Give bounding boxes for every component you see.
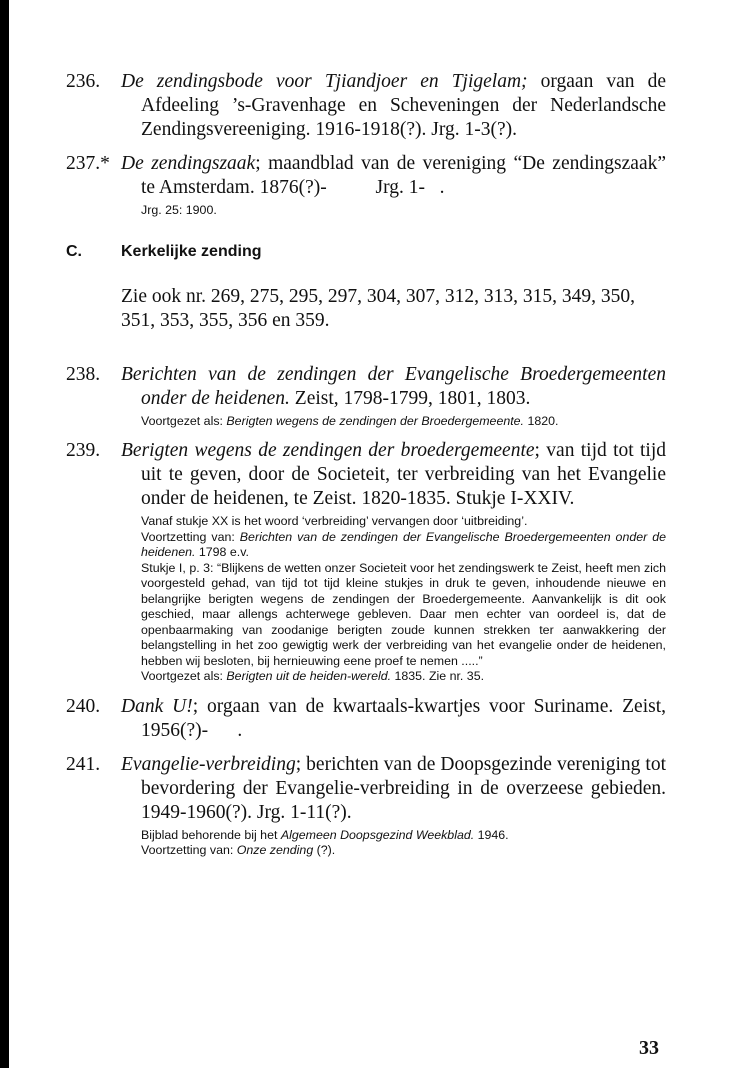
entry-note <box>121 669 666 685</box>
entry-239 <box>66 439 666 685</box>
entry-240 <box>66 695 671 743</box>
entry-title: Evangelie-verbreiding <box>121 753 296 775</box>
entry-237 <box>66 152 671 219</box>
entry-text <box>121 152 671 200</box>
entry-note-quote: Stukje I, p. 3: “Blijkens de wetten onzer Societeit voor het zendingswerk te Zeist, heeft men zich voorgesteld gehad, van tijd tot tijd kleine stukjes in druk te geven, inhoudende nieuwe en belangrijke berigten wegens de zendingen der Broedergemeente. Aanvankelijk is dit ook geschied, maar allengs achterwege gebleven. Daar men echter van oordeel is, dat de openbaarmaking van zoodanige berigten zoude kunnen strekken ter aanwakkering der belangstelling in het zoo gewigtig werk der verbreiding van het evangelie onder de heidenen, hebben wij besloten, bij hernieuwing eene proef te nemen .....” <box>141 560 666 668</box>
note-prefix: Voortzetting van: <box>141 529 240 544</box>
entry-236 <box>66 70 666 142</box>
note-suffix: 1820. <box>524 413 559 428</box>
note-prefix: Bijblad behorende bij het <box>141 827 281 842</box>
entry-text <box>121 70 666 142</box>
note-suffix: 1798 e.v. <box>195 545 249 559</box>
note-title: Onze zending <box>236 843 314 857</box>
entry-number: 239. <box>66 440 101 461</box>
entry-description: ; orgaan van de kwartaals-kwartjes voor Suriname. Zeist, 1956(?)- . <box>141 695 671 741</box>
entry-title: Dank U! <box>121 695 193 717</box>
entry-text <box>121 753 666 825</box>
section-letter: C. <box>66 242 82 260</box>
entry-number: 238. <box>66 363 101 385</box>
entry-note: Vanaf stukje XX is het woord ‘verbreiding’ vervangen door ‘uitbreiding’. <box>141 514 528 528</box>
entry-text <box>121 695 671 743</box>
entry-title: De zendingszaak <box>121 153 256 174</box>
entry-description: ; berichten van de Doopsgezinde vereniging tot bevordering der Evangelie-verbreiding in de overzeese gebieden. 1949-1960(?). Jrg. 1-11(?). <box>141 753 666 823</box>
note-prefix: Voortgezet als: <box>141 413 227 428</box>
entry-title: Berigten wegens de zendingen der broedergemeente <box>121 440 535 461</box>
entry-number: 236. <box>66 71 101 92</box>
see-also-text: Zie ook nr. 269, 275, 295, 297, 304, 307, 312, 313, 315, 349, 350, 351, 353, 355, 356 en 359. <box>121 285 636 331</box>
page-content <box>66 70 671 869</box>
note-prefix: Voortgezet als: <box>141 669 227 683</box>
entry-number: 241. <box>66 753 101 775</box>
entry-note <box>121 414 666 430</box>
entry-note: Jrg. 25: 1900. <box>141 203 217 217</box>
note-title: Berichten van de zendingen der Evangelische Broedergemeenten onder de heidenen. <box>141 529 666 559</box>
section-title: Kerkelijke zending <box>121 242 262 260</box>
section-heading <box>66 241 666 263</box>
scan-edge-bar <box>0 0 9 1068</box>
entry-text <box>121 363 666 411</box>
note-title: Berigten uit de heiden-wereld. <box>226 669 392 683</box>
entry-238 <box>66 363 666 430</box>
entry-number: 237.* <box>66 153 110 174</box>
entry-description: ; maandblad van de vereniging “De zendingszaak” te Amsterdam. 1876(?)- Jrg. 1- . <box>141 153 671 198</box>
page-number: 33 <box>639 1037 659 1059</box>
note-title: Algemeen Doopsgezind Weekblad. <box>280 827 475 842</box>
entry-241 <box>66 753 666 859</box>
entry-title: Berichten van de zendingen der Evangelische Broedergemeenten onder de heidenen. <box>121 363 666 409</box>
entry-title: De zendingsbode voor Tjiandjoer en Tjigelam; <box>121 71 528 92</box>
note-suffix: 1946. <box>474 827 509 842</box>
entry-note <box>121 843 666 859</box>
note-suffix: (?). <box>313 843 336 857</box>
entry-description: orgaan van de Afdeeling ’s-Gravenhage en Scheveningen der Nederlandsche Zendingsvereeniging. 1916-1918(?). Jrg. 1-3(?). <box>141 71 667 140</box>
note-prefix: Voortzetting van: <box>141 843 237 857</box>
entry-description: Zeist, 1798-1799, 1801, 1803. <box>289 387 531 409</box>
entry-description: ; van tijd tot tijd uit te geven, door de Societeit, ter verbreiding van het Evangelie onder de heidenen, te Zeist. 1820-1835. Stukje I-XXIV. <box>141 440 666 509</box>
note-suffix: 1835. Zie nr. 35. <box>391 669 485 683</box>
entry-note <box>121 530 666 561</box>
entry-note <box>121 828 666 844</box>
entry-text <box>121 439 666 511</box>
entry-number: 240. <box>66 695 101 717</box>
note-title: Berigten wegens de zendingen der Broedergemeente. <box>226 413 525 428</box>
